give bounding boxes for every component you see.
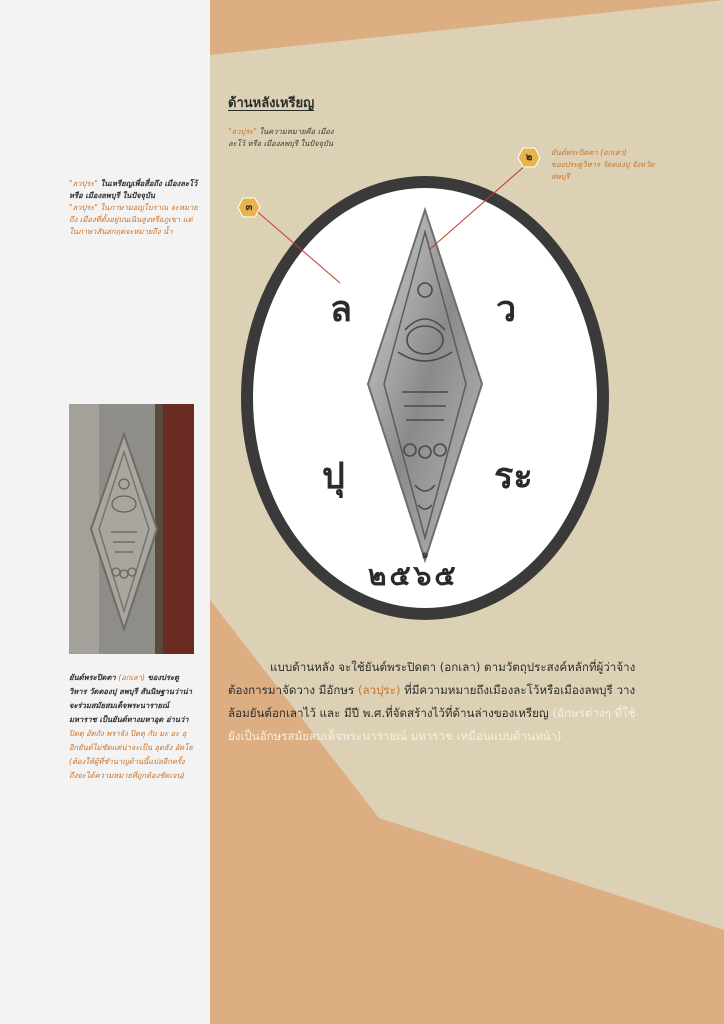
note-left-p2-highlight: "ลวปุระ" xyxy=(69,203,98,212)
note-left-p2-text: ในภาษามอญโบราณ จะหมายถึง เมืองที่ตั้งอยู่บนเนินสูงหรือภูเขา แต่ในภาษาสันสกฤตจะหมายถึง น้ำ xyxy=(69,203,198,236)
coin-letter-pu: ปุ xyxy=(322,455,345,497)
caption-c: ปิดตุ อัตถัง พราจัง ปิดตุ กับ มะ อะ อุ อีกยันต์ไม่ชัดแต่น่าจะเป็น อุดธัง อัดโธ xyxy=(69,729,193,752)
body-p1-highlight: (ลวปุระ) xyxy=(357,683,401,697)
badge-3-label: ๓ xyxy=(245,202,253,213)
note-right-text: ของประตูวิหาร วัดตองปุ จังหวัดลพบุรี xyxy=(551,160,655,181)
note-top-text: ในความหมายคือ เมืองละโว้ หรือ เมืองลพบุรี ในปัจจุบัน xyxy=(228,127,334,148)
body-p1: แบบด้านหลัง จะใช้ยันต์พระปิดตา (อกเลา) ตามวัตถุประสงค์หลักที่ผู้ว่าจ้างต้องการมาจัดวาง มีอักษร xyxy=(228,660,636,697)
door-photo-image xyxy=(69,404,194,654)
coin-letter-ra: ระ xyxy=(494,455,533,497)
section-title: ด้านหลังเหรียญ xyxy=(228,96,315,111)
photo-caption xyxy=(69,671,195,783)
coin-year: ๒๕๖๕ xyxy=(368,559,459,592)
badge-2-label: ๒ xyxy=(525,152,533,163)
caption-a-highlight: (อกเลา) xyxy=(118,673,145,682)
note-left-p1-text: ในเหรียญเพื่อสื่อถึง เมืองละโว้ หรือ เมืองลพบุรี ในปัจจุบัน xyxy=(69,179,198,200)
body-p2: ที่มีความหมายถึงเมืองละโว้หรือเมืองลพบุรี วางล้อมยันต์อกเลาไว้ และ มีปี พ.ศ.ที่จัดสร้างไว้ที่ด้านล่างของเหรียญ xyxy=(228,683,636,720)
callout-badge-2 xyxy=(517,147,541,168)
door-yantra-photo xyxy=(69,404,194,654)
caption-c-highlight: (ต้องให้ผู้ที่ชำนาญด้านนี้แปลอีกครั้ง ถึงจะได้ความหมายที่ถูกต้องชัดเจน) xyxy=(69,757,185,780)
coin-letter-la: ล xyxy=(330,288,353,330)
note-left-p1-highlight: "ลวปุระ" xyxy=(69,179,98,188)
callout-badge-3 xyxy=(237,197,261,218)
note-right-label: ยันต์พระปิดตา (อกเลา) xyxy=(551,148,627,157)
caption-a: ยันต์พระปิดตา xyxy=(69,673,119,682)
body-p2-note: (อักษรต่างๆ ที่ใช้ยังเป็นอักษรสมัยสมเด็จพระนารายณ์ มหาราช เหมือนแบบด้านหน้า) xyxy=(228,706,636,743)
note-top-highlight: "ลวปุระ" xyxy=(228,127,257,136)
svg-text:๑: ๑ xyxy=(421,547,429,561)
caption-b: ของประตูวิหาร วัดตองปุ ลพบุรี สันนิษฐานว่าน่าจะร่วมสมัยสมเด็จพระนารายณ์ มหาราช เป็นยันต์ทางมหาอุด อ่านว่า xyxy=(69,673,192,724)
coin-letter-wa: ว xyxy=(496,288,517,330)
body-paragraph xyxy=(228,656,648,748)
